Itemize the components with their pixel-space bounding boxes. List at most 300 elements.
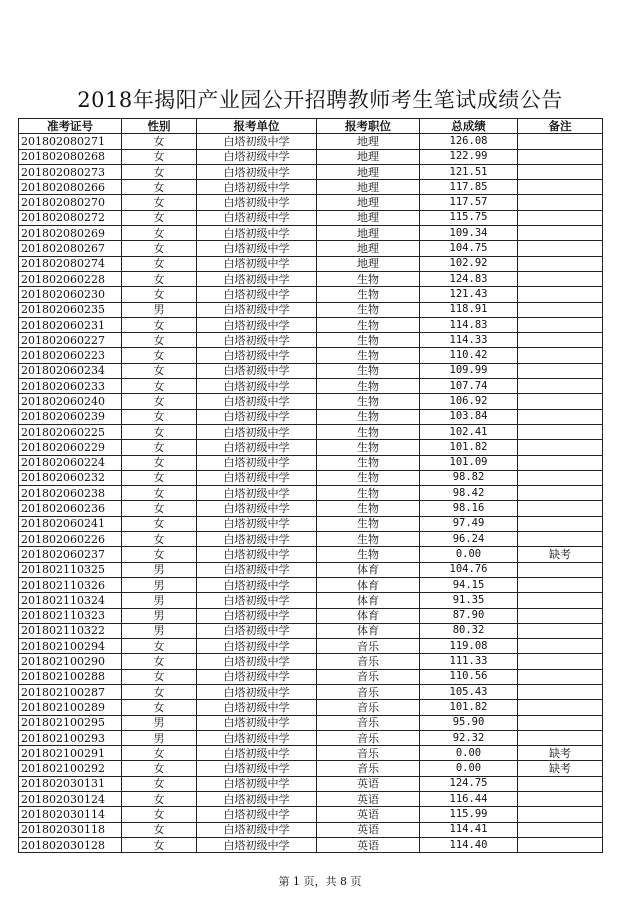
cell-position: 生物 [317, 440, 420, 455]
cell-total-score: 97.49 [420, 516, 518, 531]
cell-unit: 白塔初级中学 [197, 271, 317, 286]
cell-remarks [518, 363, 603, 378]
cell-remarks [518, 792, 603, 807]
cell-unit: 白塔初级中学 [197, 623, 317, 638]
cell-remarks [518, 287, 603, 302]
cell-remarks [518, 455, 603, 470]
cell-total-score: 101.82 [420, 700, 518, 715]
cell-remarks [518, 715, 603, 730]
cell-unit: 白塔初级中学 [197, 837, 317, 852]
cell-exam-id: 201802060241 [19, 516, 122, 531]
cell-gender: 女 [122, 379, 197, 394]
table-row [19, 241, 603, 256]
cell-gender: 男 [122, 593, 197, 608]
table-row [19, 470, 603, 485]
cell-exam-id: 201802100295 [19, 715, 122, 730]
cell-gender: 女 [122, 501, 197, 516]
cell-exam-id: 201802080269 [19, 226, 122, 241]
cell-unit: 白塔初级中学 [197, 195, 317, 210]
cell-position: 英语 [317, 792, 420, 807]
cell-unit: 白塔初级中学 [197, 501, 317, 516]
cell-position: 生物 [317, 532, 420, 547]
cell-total-score: 104.76 [420, 562, 518, 577]
cell-total-score: 117.85 [420, 180, 518, 195]
table-body [19, 134, 603, 853]
cell-unit: 白塔初级中学 [197, 241, 317, 256]
cell-total-score: 114.83 [420, 317, 518, 332]
cell-unit: 白塔初级中学 [197, 669, 317, 684]
cell-remarks [518, 639, 603, 654]
cell-position: 生物 [317, 348, 420, 363]
cell-gender: 女 [122, 195, 197, 210]
cell-position: 生物 [317, 486, 420, 501]
cell-unit: 白塔初级中学 [197, 761, 317, 776]
table-row [19, 822, 603, 837]
cell-exam-id: 201802110325 [19, 562, 122, 577]
cell-unit: 白塔初级中学 [197, 547, 317, 562]
cell-position: 生物 [317, 379, 420, 394]
cell-exam-id: 201802110323 [19, 608, 122, 623]
cell-unit: 白塔初级中学 [197, 164, 317, 179]
table-row [19, 639, 603, 654]
table-row [19, 271, 603, 286]
cell-total-score: 104.75 [420, 241, 518, 256]
cell-exam-id: 201802030131 [19, 776, 122, 791]
cell-unit: 白塔初级中学 [197, 363, 317, 378]
cell-gender: 女 [122, 470, 197, 485]
table-row [19, 424, 603, 439]
cell-remarks [518, 470, 603, 485]
page-title: 2018年揭阳产业园公开招聘教师考生笔试成绩公告 [77, 88, 563, 112]
cell-remarks: 缺考 [518, 761, 603, 776]
table-row [19, 807, 603, 822]
table-row [19, 149, 603, 164]
table-row [19, 608, 603, 623]
cell-exam-id: 201802060230 [19, 287, 122, 302]
cell-position: 生物 [317, 424, 420, 439]
cell-remarks [518, 302, 603, 317]
cell-unit: 白塔初级中学 [197, 715, 317, 730]
cell-gender: 女 [122, 271, 197, 286]
table-row [19, 700, 603, 715]
cell-remarks [518, 333, 603, 348]
cell-exam-id: 201802060235 [19, 302, 122, 317]
cell-total-score: 109.99 [420, 363, 518, 378]
cell-remarks [518, 271, 603, 286]
cell-total-score: 98.42 [420, 486, 518, 501]
cell-exam-id: 201802100291 [19, 746, 122, 761]
cell-unit: 白塔初级中学 [197, 180, 317, 195]
cell-exam-id: 201802100292 [19, 761, 122, 776]
cell-total-score: 103.84 [420, 409, 518, 424]
cell-gender: 女 [122, 210, 197, 225]
cell-exam-id: 201802110322 [19, 623, 122, 638]
cell-position: 体育 [317, 608, 420, 623]
cell-unit: 白塔初级中学 [197, 226, 317, 241]
cell-total-score: 115.75 [420, 210, 518, 225]
cell-unit: 白塔初级中学 [197, 684, 317, 699]
cell-unit: 白塔初级中学 [197, 134, 317, 149]
cell-unit: 白塔初级中学 [197, 333, 317, 348]
cell-exam-id: 201802110324 [19, 593, 122, 608]
cell-total-score: 94.15 [420, 577, 518, 592]
cell-gender: 女 [122, 547, 197, 562]
cell-gender: 女 [122, 516, 197, 531]
cell-position: 体育 [317, 562, 420, 577]
cell-remarks [518, 424, 603, 439]
table-row [19, 379, 603, 394]
cell-unit: 白塔初级中学 [197, 348, 317, 363]
cell-position: 地理 [317, 149, 420, 164]
cell-gender: 女 [122, 807, 197, 822]
cell-unit: 白塔初级中学 [197, 792, 317, 807]
score-table [18, 118, 603, 853]
cell-position: 体育 [317, 593, 420, 608]
cell-total-score: 91.35 [420, 593, 518, 608]
cell-remarks [518, 486, 603, 501]
cell-total-score: 118.91 [420, 302, 518, 317]
cell-gender: 女 [122, 363, 197, 378]
cell-total-score: 119.08 [420, 639, 518, 654]
cell-exam-id: 201802080268 [19, 149, 122, 164]
table-row [19, 348, 603, 363]
cell-gender: 女 [122, 486, 197, 501]
cell-gender: 女 [122, 348, 197, 363]
cell-gender: 男 [122, 608, 197, 623]
cell-unit: 白塔初级中学 [197, 654, 317, 669]
cell-unit: 白塔初级中学 [197, 149, 317, 164]
cell-gender: 女 [122, 700, 197, 715]
table-row [19, 164, 603, 179]
cell-position: 音乐 [317, 700, 420, 715]
cell-gender: 男 [122, 730, 197, 745]
cell-gender: 女 [122, 761, 197, 776]
cell-total-score: 101.82 [420, 440, 518, 455]
cell-exam-id: 201802030128 [19, 837, 122, 852]
cell-exam-id: 201802100288 [19, 669, 122, 684]
cell-unit: 白塔初级中学 [197, 210, 317, 225]
cell-unit: 白塔初级中学 [197, 516, 317, 531]
cell-remarks [518, 837, 603, 852]
cell-position: 生物 [317, 516, 420, 531]
table-row [19, 684, 603, 699]
cell-total-score: 116.44 [420, 792, 518, 807]
cell-position: 音乐 [317, 715, 420, 730]
cell-gender: 女 [122, 241, 197, 256]
cell-remarks [518, 210, 603, 225]
cell-unit: 白塔初级中学 [197, 822, 317, 837]
cell-position: 音乐 [317, 669, 420, 684]
cell-total-score: 98.16 [420, 501, 518, 516]
cell-gender: 女 [122, 226, 197, 241]
cell-total-score: 0.00 [420, 547, 518, 562]
cell-gender: 女 [122, 256, 197, 271]
cell-position: 地理 [317, 164, 420, 179]
cell-exam-id: 201802060231 [19, 317, 122, 332]
column-header-position: 报考职位 [317, 119, 420, 134]
cell-total-score: 110.42 [420, 348, 518, 363]
cell-remarks [518, 180, 603, 195]
cell-gender: 女 [122, 669, 197, 684]
cell-gender: 女 [122, 822, 197, 837]
cell-total-score: 121.43 [420, 287, 518, 302]
column-header-total-score: 总成绩 [420, 119, 518, 134]
cell-gender: 女 [122, 746, 197, 761]
cell-gender: 男 [122, 562, 197, 577]
cell-position: 音乐 [317, 746, 420, 761]
cell-unit: 白塔初级中学 [197, 302, 317, 317]
cell-exam-id: 201802100290 [19, 654, 122, 669]
cell-remarks [518, 730, 603, 745]
cell-gender: 女 [122, 639, 197, 654]
cell-total-score: 98.82 [420, 470, 518, 485]
cell-position: 生物 [317, 394, 420, 409]
cell-gender: 女 [122, 532, 197, 547]
cell-position: 地理 [317, 226, 420, 241]
column-header-remarks: 备注 [518, 119, 603, 134]
table-row [19, 669, 603, 684]
cell-exam-id: 201802080272 [19, 210, 122, 225]
table-row [19, 195, 603, 210]
cell-total-score: 122.99 [420, 149, 518, 164]
column-header-exam-id: 准考证号 [19, 119, 122, 134]
cell-unit: 白塔初级中学 [197, 700, 317, 715]
cell-position: 英语 [317, 807, 420, 822]
cell-unit: 白塔初级中学 [197, 455, 317, 470]
table-row [19, 287, 603, 302]
cell-gender: 女 [122, 684, 197, 699]
cell-remarks [518, 669, 603, 684]
cell-exam-id: 201802060237 [19, 547, 122, 562]
cell-remarks [518, 654, 603, 669]
cell-gender: 女 [122, 317, 197, 332]
cell-unit: 白塔初级中学 [197, 532, 317, 547]
table-row [19, 180, 603, 195]
cell-position: 生物 [317, 287, 420, 302]
cell-remarks [518, 532, 603, 547]
cell-position: 地理 [317, 256, 420, 271]
table-row [19, 455, 603, 470]
table-row [19, 363, 603, 378]
cell-position: 音乐 [317, 761, 420, 776]
cell-total-score: 115.99 [420, 807, 518, 822]
cell-position: 英语 [317, 822, 420, 837]
table-row [19, 440, 603, 455]
cell-unit: 白塔初级中学 [197, 807, 317, 822]
cell-gender: 女 [122, 440, 197, 455]
table-row [19, 776, 603, 791]
cell-exam-id: 201802060234 [19, 363, 122, 378]
cell-exam-id: 201802110326 [19, 577, 122, 592]
table-row [19, 730, 603, 745]
cell-remarks [518, 317, 603, 332]
cell-exam-id: 201802060226 [19, 532, 122, 547]
cell-position: 音乐 [317, 730, 420, 745]
cell-total-score: 114.41 [420, 822, 518, 837]
cell-position: 地理 [317, 210, 420, 225]
cell-gender: 女 [122, 287, 197, 302]
cell-position: 生物 [317, 501, 420, 516]
cell-total-score: 107.74 [420, 379, 518, 394]
cell-unit: 白塔初级中学 [197, 394, 317, 409]
cell-total-score: 0.00 [420, 761, 518, 776]
cell-total-score: 92.32 [420, 730, 518, 745]
cell-position: 音乐 [317, 639, 420, 654]
cell-remarks [518, 807, 603, 822]
cell-exam-id: 201802060238 [19, 486, 122, 501]
cell-remarks: 缺考 [518, 746, 603, 761]
cell-remarks [518, 226, 603, 241]
table-row [19, 746, 603, 761]
table-row [19, 593, 603, 608]
cell-remarks [518, 776, 603, 791]
cell-exam-id: 201802060227 [19, 333, 122, 348]
cell-gender: 女 [122, 134, 197, 149]
cell-exam-id: 201802030124 [19, 792, 122, 807]
table-row [19, 226, 603, 241]
cell-position: 地理 [317, 180, 420, 195]
cell-gender: 女 [122, 654, 197, 669]
table-row [19, 333, 603, 348]
cell-remarks [518, 608, 603, 623]
table-row [19, 256, 603, 271]
cell-total-score: 102.41 [420, 424, 518, 439]
cell-gender: 女 [122, 149, 197, 164]
table-row [19, 837, 603, 852]
cell-exam-id: 201802080270 [19, 195, 122, 210]
table-row [19, 134, 603, 149]
cell-exam-id: 201802080273 [19, 164, 122, 179]
cell-remarks [518, 394, 603, 409]
cell-unit: 白塔初级中学 [197, 746, 317, 761]
table-row [19, 317, 603, 332]
cell-remarks [518, 822, 603, 837]
cell-remarks [518, 195, 603, 210]
cell-gender: 男 [122, 715, 197, 730]
cell-position: 生物 [317, 470, 420, 485]
cell-exam-id: 201802060240 [19, 394, 122, 409]
cell-unit: 白塔初级中学 [197, 577, 317, 592]
cell-exam-id: 201802100293 [19, 730, 122, 745]
cell-total-score: 111.33 [420, 654, 518, 669]
cell-gender: 女 [122, 455, 197, 470]
cell-exam-id: 201802030118 [19, 822, 122, 837]
cell-total-score: 114.33 [420, 333, 518, 348]
cell-remarks [518, 684, 603, 699]
cell-total-score: 126.08 [420, 134, 518, 149]
cell-total-score: 106.92 [420, 394, 518, 409]
cell-position: 英语 [317, 776, 420, 791]
table-row [19, 210, 603, 225]
cell-unit: 白塔初级中学 [197, 287, 317, 302]
cell-exam-id: 201802030114 [19, 807, 122, 822]
cell-remarks [518, 149, 603, 164]
cell-position: 地理 [317, 241, 420, 256]
table-row [19, 501, 603, 516]
cell-remarks [518, 700, 603, 715]
cell-position: 体育 [317, 577, 420, 592]
cell-exam-id: 201802100287 [19, 684, 122, 699]
cell-exam-id: 201802080266 [19, 180, 122, 195]
cell-position: 生物 [317, 333, 420, 348]
table-row [19, 562, 603, 577]
cell-exam-id: 201802080271 [19, 134, 122, 149]
cell-exam-id: 201802060233 [19, 379, 122, 394]
cell-position: 生物 [317, 363, 420, 378]
cell-remarks [518, 241, 603, 256]
table-row [19, 532, 603, 547]
cell-exam-id: 201802060229 [19, 440, 122, 455]
cell-unit: 白塔初级中学 [197, 424, 317, 439]
cell-position: 地理 [317, 195, 420, 210]
cell-remarks [518, 348, 603, 363]
cell-remarks [518, 593, 603, 608]
cell-unit: 白塔初级中学 [197, 486, 317, 501]
cell-position: 生物 [317, 409, 420, 424]
cell-total-score: 121.51 [420, 164, 518, 179]
cell-position: 生物 [317, 547, 420, 562]
cell-remarks [518, 164, 603, 179]
table-row [19, 577, 603, 592]
cell-total-score: 80.32 [420, 623, 518, 638]
cell-exam-id: 201802060225 [19, 424, 122, 439]
cell-total-score: 102.92 [420, 256, 518, 271]
cell-unit: 白塔初级中学 [197, 440, 317, 455]
page-footer: 第 1 页，共 8 页 [278, 875, 362, 888]
cell-unit: 白塔初级中学 [197, 639, 317, 654]
cell-unit: 白塔初级中学 [197, 256, 317, 271]
cell-exam-id: 201802060228 [19, 271, 122, 286]
cell-unit: 白塔初级中学 [197, 379, 317, 394]
cell-total-score: 101.09 [420, 455, 518, 470]
cell-position: 音乐 [317, 654, 420, 669]
cell-remarks [518, 409, 603, 424]
cell-gender: 女 [122, 164, 197, 179]
cell-total-score: 114.40 [420, 837, 518, 852]
cell-total-score: 110.56 [420, 669, 518, 684]
cell-remarks [518, 256, 603, 271]
cell-position: 音乐 [317, 684, 420, 699]
cell-exam-id: 201802080274 [19, 256, 122, 271]
cell-unit: 白塔初级中学 [197, 776, 317, 791]
cell-exam-id: 201802080267 [19, 241, 122, 256]
cell-exam-id: 201802060224 [19, 455, 122, 470]
cell-remarks [518, 562, 603, 577]
cell-unit: 白塔初级中学 [197, 608, 317, 623]
cell-position: 体育 [317, 623, 420, 638]
column-header-unit: 报考单位 [197, 119, 317, 134]
table-row [19, 792, 603, 807]
cell-remarks [518, 623, 603, 638]
cell-exam-id: 201802060223 [19, 348, 122, 363]
cell-exam-id: 201802100294 [19, 639, 122, 654]
cell-position: 地理 [317, 134, 420, 149]
cell-gender: 女 [122, 180, 197, 195]
cell-gender: 男 [122, 623, 197, 638]
cell-gender: 女 [122, 776, 197, 791]
table-row [19, 623, 603, 638]
cell-unit: 白塔初级中学 [197, 409, 317, 424]
cell-total-score: 96.24 [420, 532, 518, 547]
cell-gender: 女 [122, 837, 197, 852]
cell-remarks [518, 134, 603, 149]
cell-gender: 男 [122, 302, 197, 317]
cell-position: 生物 [317, 302, 420, 317]
table-row [19, 654, 603, 669]
cell-total-score: 95.90 [420, 715, 518, 730]
table-row [19, 516, 603, 531]
cell-total-score: 109.34 [420, 226, 518, 241]
